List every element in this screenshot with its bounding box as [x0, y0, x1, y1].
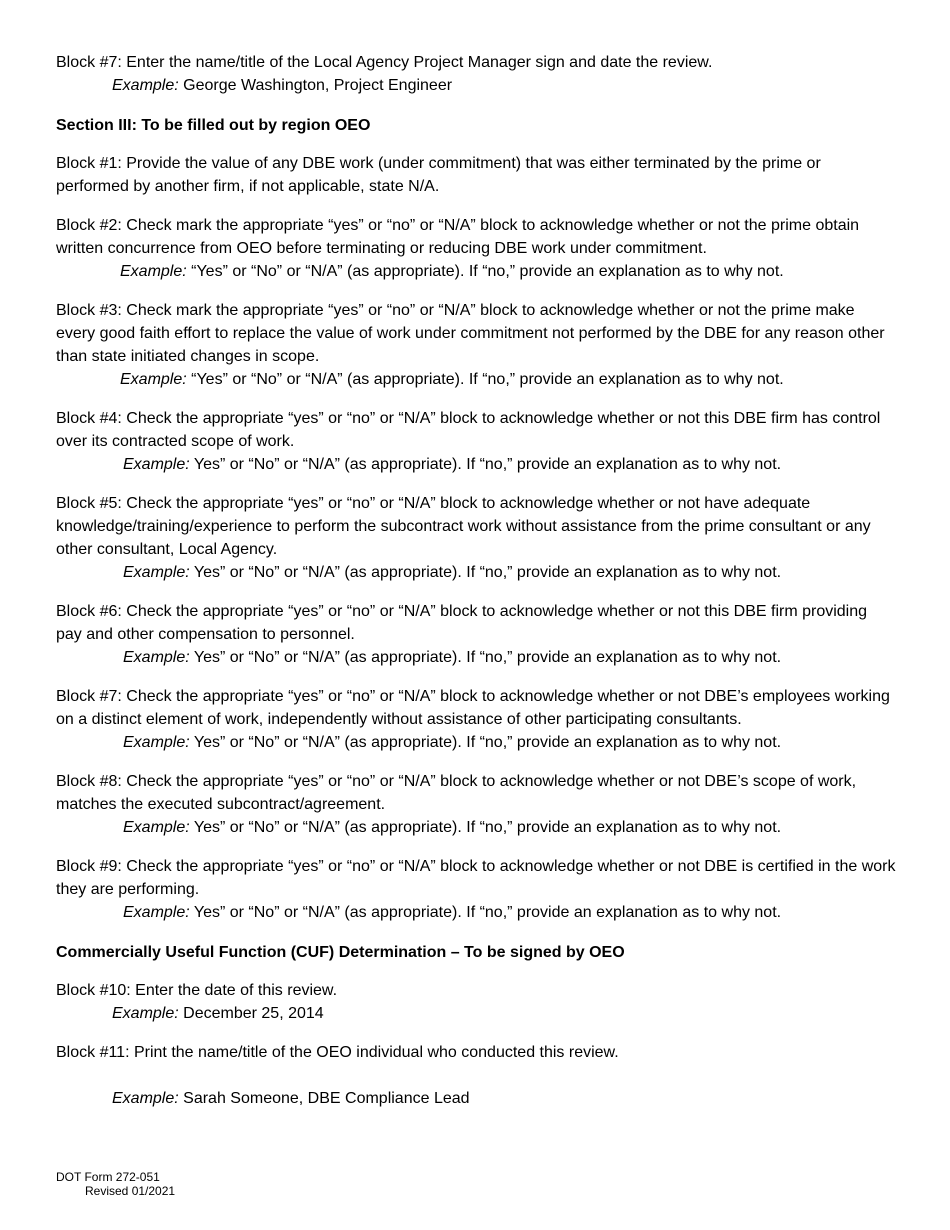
cuf-heading: Commercially Useful Function (CUF) Determination – To be signed by OEO — [56, 944, 625, 961]
example-label: Example: — [123, 904, 190, 921]
example-text: “Yes” or “No” or “N/A” (as appropriate). If “no,” provide an explanation as to why not. — [186, 263, 784, 280]
example-label: Example: — [123, 819, 190, 836]
example-text: Yes” or “No” or “N/A” (as appropriate). If “no,” provide an explanation as to why not. — [189, 649, 782, 666]
block-text: Block #7: Enter the name/title of the Local Agency Project Manager sign and date the review. — [56, 54, 713, 71]
block-text: Block #7: Check the appropriate “yes” or “no” or “N/A” block to acknowledge whether or not DBE’s employees working on a distinct element of work, independently without assistance of other participating consultants. — [56, 688, 890, 728]
example-label: Example: — [112, 1005, 179, 1022]
block-example — [56, 646, 896, 669]
example-label: Example: — [120, 263, 187, 280]
block-example — [56, 901, 896, 924]
block-example — [56, 453, 896, 476]
block-example — [56, 368, 896, 391]
instruction-block-5 — [56, 492, 896, 584]
instruction-block-3 — [56, 299, 896, 391]
example-text: Yes” or “No” or “N/A” (as appropriate). If “no,” provide an explanation as to why not. — [189, 564, 782, 581]
block-text: Block #1: Provide the value of any DBE work (under commitment) that was either terminated by the prime or performed by another firm, if not applicable, state N/A. — [56, 155, 821, 195]
block-example — [56, 1087, 896, 1110]
page-footer — [56, 1170, 175, 1198]
block-text: Block #5: Check the appropriate “yes” or “no” or “N/A” block to acknowledge whether or not have adequate knowledge/training/experience to perform the subcontract work without assistance from the prime consultant or any other consultant, Local Agency. — [56, 495, 871, 558]
example-text: Yes” or “No” or “N/A” (as appropriate). If “no,” provide an explanation as to why not. — [189, 904, 782, 921]
instruction-block-9 — [56, 855, 896, 924]
instruction-block-2 — [56, 214, 896, 283]
block-example — [56, 731, 896, 754]
block-text: Block #6: Check the appropriate “yes” or “no” or “N/A” block to acknowledge whether or not this DBE firm providing pay and other compensation to personnel. — [56, 603, 868, 643]
instruction-block-local-agency-7 — [56, 51, 896, 97]
block-text: Block #2: Check mark the appropriate “yes” or “no” or “N/A” block to acknowledge whether or not the prime obtain written concurrence from OEO before terminating or reducing DBE work under commitment. — [56, 217, 860, 257]
block-text: Block #10: Enter the date of this review. — [56, 982, 338, 999]
section-iii-heading: Section III: To be filled out by region OEO — [56, 117, 371, 134]
block-text: Block #3: Check mark the appropriate “yes” or “no” or “N/A” block to acknowledge whether or not the prime make every good faith effort to replace the value of work under commitment not performed by the DBE for any reason other than state initiated changes in scope. — [56, 302, 885, 365]
document-page — [56, 51, 896, 1110]
block-example — [56, 816, 896, 839]
example-label: Example: — [123, 649, 190, 666]
example-text: Yes” or “No” or “N/A” (as appropriate). If “no,” provide an explanation as to why not. — [189, 734, 782, 751]
block-text: Block #8: Check the appropriate “yes” or “no” or “N/A” block to acknowledge whether or not DBE’s scope of work, matches the executed subcontract/agreement. — [56, 773, 857, 813]
block-example — [56, 1002, 896, 1025]
instruction-block-7 — [56, 685, 896, 754]
example-label: Example: — [123, 564, 190, 581]
example-label: Example: — [112, 77, 179, 94]
instruction-block-4 — [56, 407, 896, 476]
block-example — [56, 260, 896, 283]
example-text: December 25, 2014 — [178, 1005, 324, 1022]
form-number: DOT Form 272-051 — [56, 1170, 160, 1184]
revised-date: Revised 01/2021 — [85, 1184, 176, 1198]
instruction-block-10 — [56, 979, 896, 1025]
block-example — [56, 74, 896, 97]
block-example — [56, 561, 896, 584]
instruction-block-8 — [56, 770, 896, 839]
block-text: Block #9: Check the appropriate “yes” or “no” or “N/A” block to acknowledge whether or not DBE is certified in the work they are performing. — [56, 858, 896, 898]
example-label: Example: — [120, 371, 187, 388]
example-label: Example: — [112, 1090, 179, 1107]
example-text: “Yes” or “No” or “N/A” (as appropriate). If “no,” provide an explanation as to why not. — [186, 371, 784, 388]
example-text: Yes” or “No” or “N/A” (as appropriate). If “no,” provide an explanation as to why not. — [189, 819, 782, 836]
instruction-block-6 — [56, 600, 896, 669]
example-text: George Washington, Project Engineer — [178, 77, 453, 94]
instruction-block-1 — [56, 152, 896, 198]
example-label: Example: — [123, 456, 190, 473]
block-text: Block #11: Print the name/title of the OEO individual who conducted this review. — [56, 1044, 619, 1061]
example-label: Example: — [123, 734, 190, 751]
block-text: Block #4: Check the appropriate “yes” or “no” or “N/A” block to acknowledge whether or not this DBE firm has control over its contracted scope of work. — [56, 410, 881, 450]
instruction-block-11 — [56, 1041, 896, 1110]
example-text: Sarah Someone, DBE Compliance Lead — [178, 1090, 470, 1107]
example-text: Yes” or “No” or “N/A” (as appropriate). If “no,” provide an explanation as to why not. — [189, 456, 782, 473]
